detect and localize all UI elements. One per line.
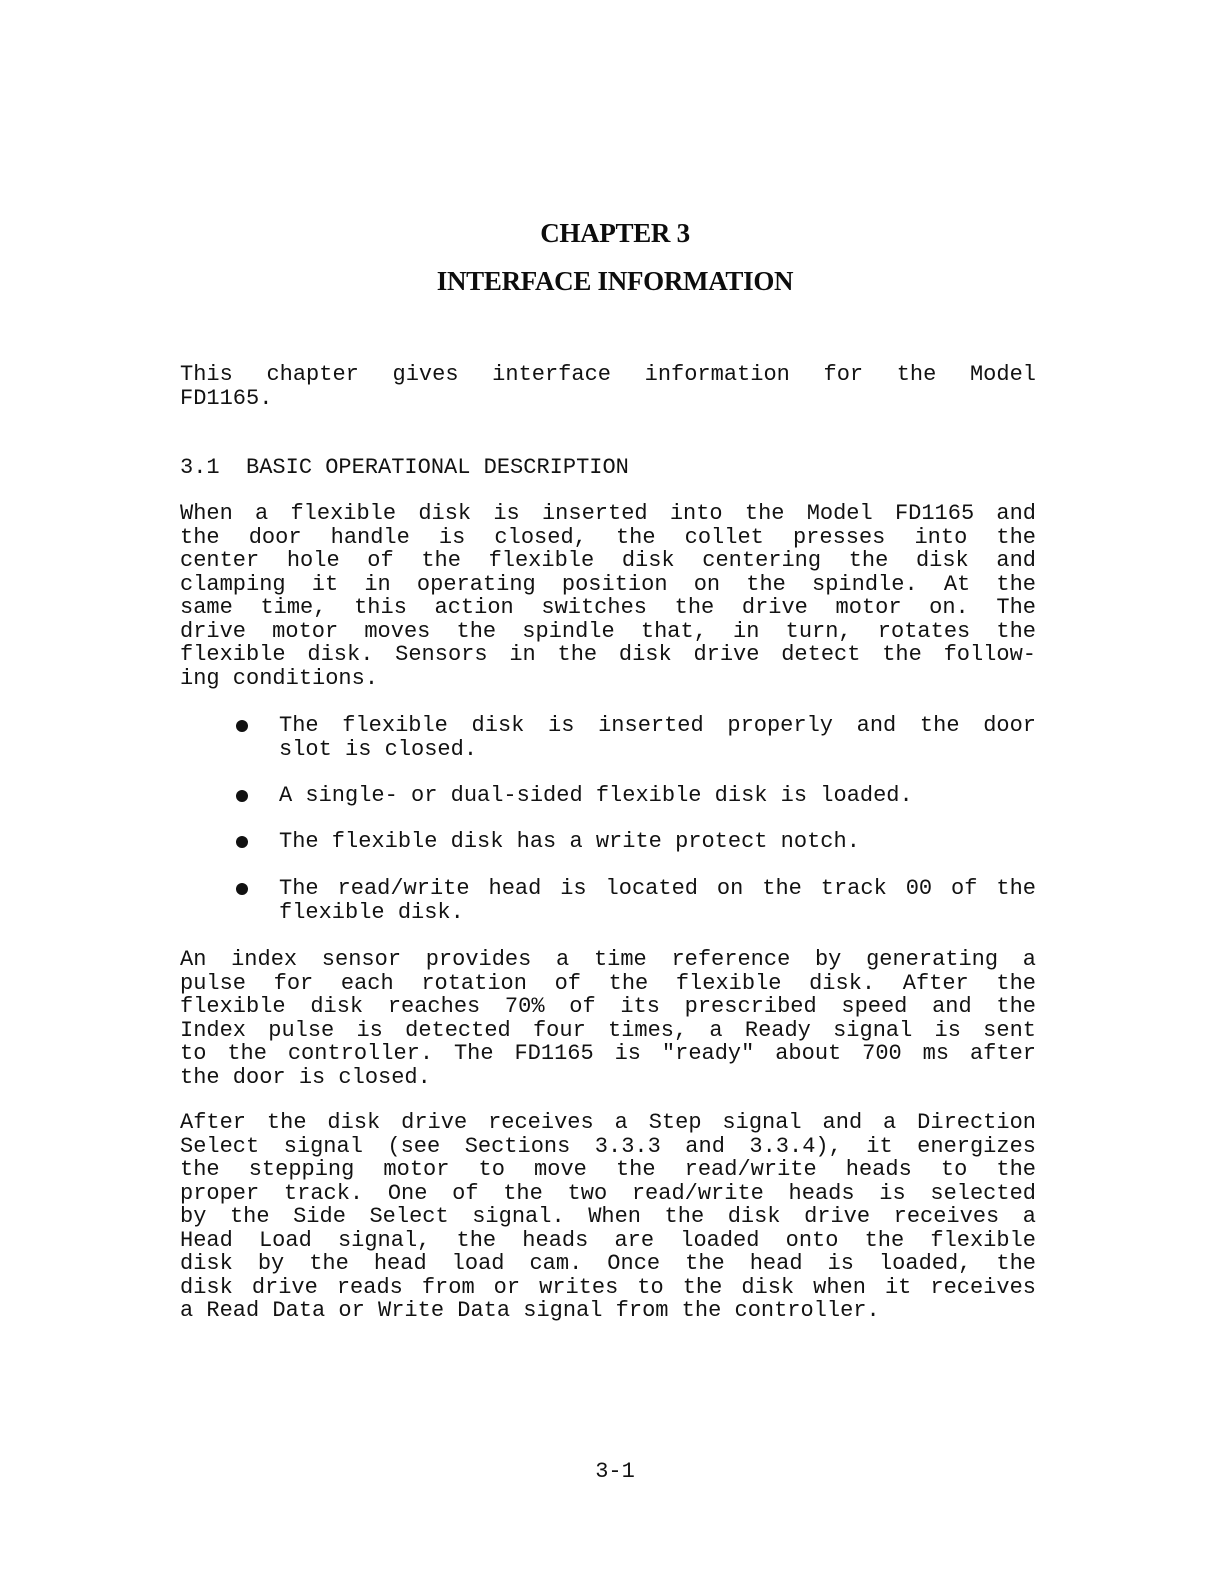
text-line: by the Side Select signal. When the disk drive receives a — [180, 1204, 1036, 1229]
text-line: center hole of the flexible disk centering the disk and — [180, 548, 1036, 573]
bullet-icon — [236, 790, 248, 802]
bullet-icon — [236, 836, 248, 848]
intro-paragraph — [180, 363, 1036, 410]
text-line: A single- or dual-sided flexible disk is loaded. — [279, 783, 913, 808]
text-line: Index pulse is detected four times, a Ready signal is sent — [180, 1017, 1036, 1043]
text-line: the door handle is closed, the collet presses into the — [180, 524, 1036, 550]
text-line: disk drive reads from or writes to the disk when it receives — [180, 1274, 1036, 1300]
section-heading — [180, 456, 1036, 480]
page-number: 3-1 — [595, 1459, 635, 1484]
text-line: The read/write head is located on the track 00 of the — [279, 876, 1036, 901]
text-line: The flexible disk is inserted properly and the door — [279, 713, 1036, 738]
text-line: proper track. One of the two read/write heads is selected — [180, 1180, 1036, 1206]
paragraph-step-signal — [180, 1111, 1036, 1323]
text-line: After the disk drive receives a Step signal and a Direction — [180, 1110, 1036, 1135]
section-heading-text: 3.1 BASIC OPERATIONAL DESCRIPTION — [180, 455, 629, 480]
text-line: to the controller. The FD1165 is "ready" about 700 ms after — [180, 1041, 1036, 1066]
bullet-icon — [236, 883, 248, 895]
chapter-number: CHAPTER 3 — [540, 218, 690, 248]
text-line: This chapter gives interface information for the Model — [180, 362, 1036, 387]
text-line: flexible disk. — [279, 899, 464, 925]
text-line: flexible disk. Sensors in the disk drive detect the follow- — [180, 642, 1036, 667]
paragraph-basic-operation — [180, 502, 1036, 690]
text-line: disk by the head load cam. Once the head is loaded, the — [180, 1251, 1036, 1276]
text-line: the door is closed. — [180, 1064, 431, 1090]
text-line: clamping it in operating position on the spindle. At the — [180, 571, 1036, 597]
text-line: pulse for each rotation of the flexible disk. After the — [180, 970, 1036, 996]
text-line: Select signal (see Sections 3.3.3 and 3.3.4), it energizes — [180, 1133, 1036, 1159]
text-line: An index sensor provides a time reference by generating a — [180, 947, 1036, 972]
text-line: FD1165. — [180, 385, 273, 411]
bullet-icon — [236, 720, 248, 732]
text-line: the stepping motor to move the read/write heads to the — [180, 1157, 1036, 1182]
text-line: drive motor moves the spindle that, in turn, rotates the — [180, 618, 1036, 644]
text-line: Head Load signal, the heads are loaded onto the flexible — [180, 1227, 1036, 1253]
text-line: a Read Data or Write Data signal from the controller. — [180, 1298, 880, 1323]
chapter-title: INTERFACE INFORMATION — [436, 266, 794, 296]
text-line: ing conditions. — [180, 665, 379, 691]
text-line: slot is closed. — [279, 736, 478, 762]
text-line: The flexible disk has a write protect notch. — [279, 829, 860, 854]
text-line: flexible disk reaches 70% of its prescribed speed and the — [180, 994, 1036, 1019]
paragraph-index-sensor — [180, 948, 1036, 1089]
text-line: When a flexible disk is inserted into the Model FD1165 and — [180, 501, 1036, 526]
text-line: same time, this action switches the drive motor on. The — [180, 595, 1036, 620]
